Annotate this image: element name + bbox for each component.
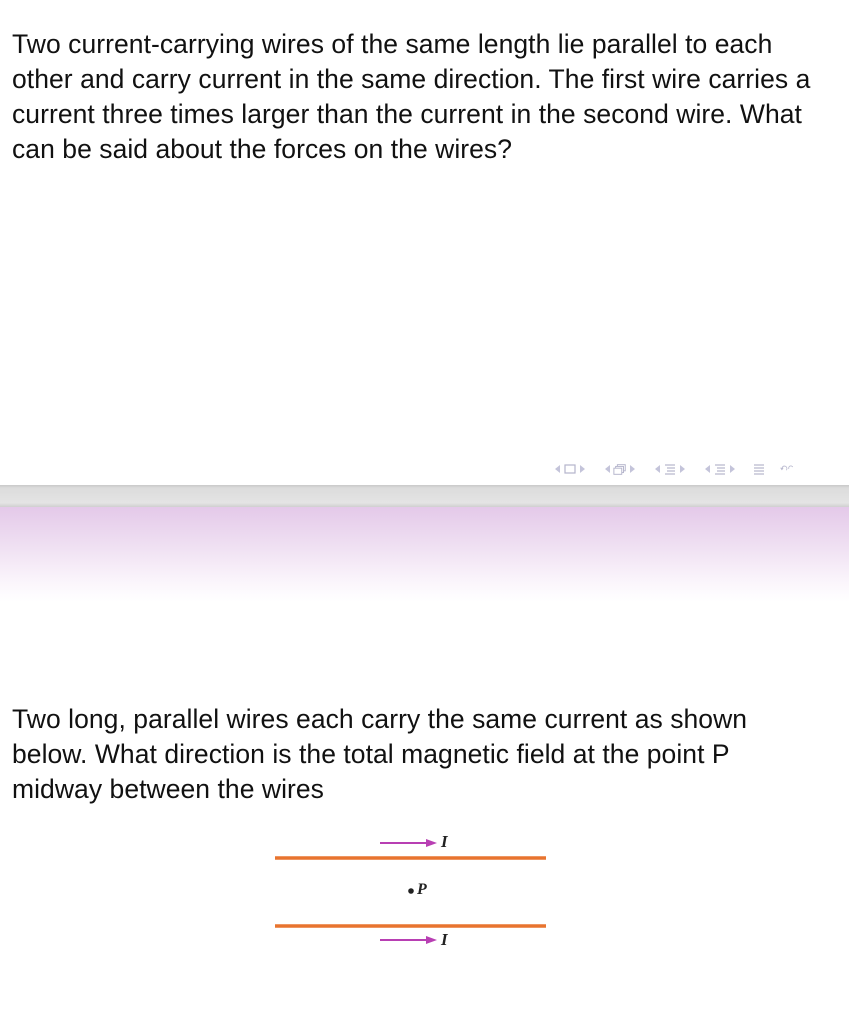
top-current-arrow (380, 839, 437, 847)
toc-icon[interactable] (752, 462, 766, 476)
point-p-marker (408, 888, 414, 894)
back-search-icon[interactable] (780, 462, 794, 476)
bottom-current-label: I (441, 930, 448, 949)
nav-subsection-2[interactable] (702, 462, 738, 476)
slide-1 (0, 0, 849, 485)
subsection-nav-icon[interactable] (613, 462, 627, 476)
nav-right-arrow-icon[interactable] (580, 465, 585, 473)
question-text: Two long, parallel wires each carry the same current as shown below. What direction is the total magnetic field at the point P midway between the wires (12, 704, 748, 804)
nav-right-arrow-icon[interactable] (630, 465, 635, 473)
beamer-navigation-bar (552, 459, 808, 479)
nav-back-search[interactable] (780, 462, 794, 476)
nav-left-arrow-icon[interactable] (605, 465, 610, 473)
slide-2-header-band (0, 507, 849, 602)
nav-right-arrow-icon[interactable] (680, 465, 685, 473)
nav-toc[interactable] (752, 462, 766, 476)
slide-separator (0, 485, 849, 507)
nav-right-arrow-icon[interactable] (730, 465, 735, 473)
question-text: Two current-carrying wires of the same length lie parallel to each other and carry current in the same direction. The first wire carries a current three times larger than the current in the second wire. What can be said about the forces on the wires? (12, 29, 811, 164)
point-p-label: P (417, 881, 427, 898)
nav-section[interactable] (652, 462, 688, 476)
nav-left-arrow-icon[interactable] (705, 465, 710, 473)
wires-svg (260, 826, 560, 956)
nav-left-arrow-icon[interactable] (555, 465, 560, 473)
nav-subsection[interactable] (602, 462, 638, 476)
bottom-current-arrow (380, 936, 437, 944)
parallel-wires-diagram (260, 826, 560, 956)
top-current-label: I (441, 832, 448, 851)
nav-left-arrow-icon[interactable] (655, 465, 660, 473)
subsection-nav-icon[interactable] (713, 462, 727, 476)
nav-frame[interactable] (552, 462, 588, 476)
section-nav-icon[interactable] (663, 462, 677, 476)
frame-nav-icon[interactable] (563, 462, 577, 476)
